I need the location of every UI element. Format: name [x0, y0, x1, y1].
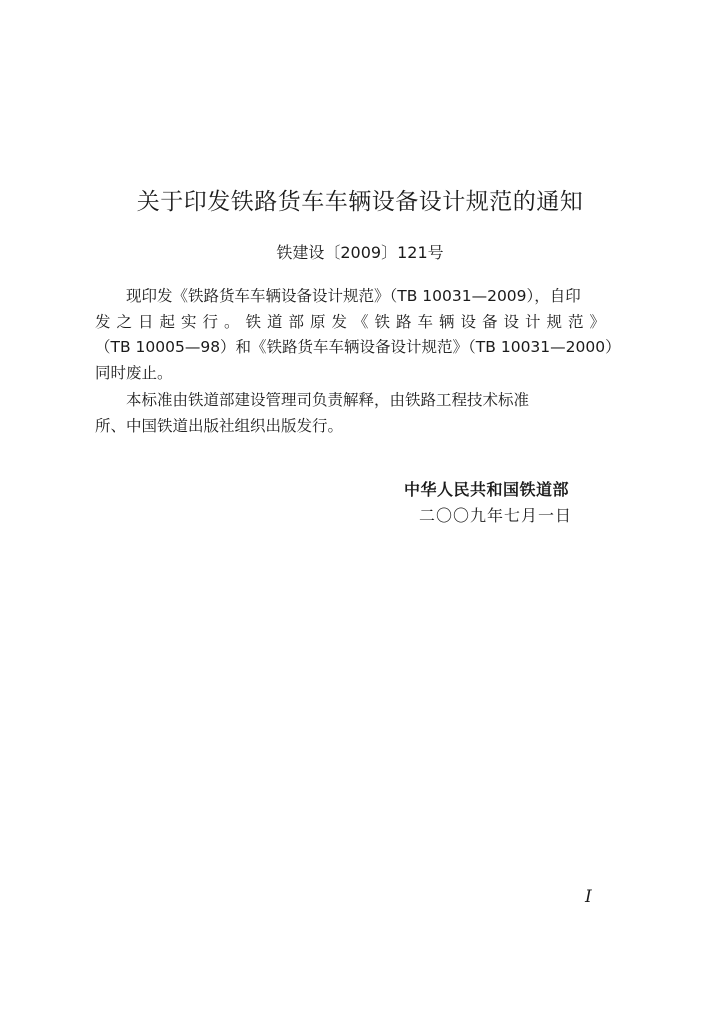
paragraph-1 [95, 284, 621, 386]
issuing-authority: 中华人民共和国铁道部 [403, 480, 569, 499]
paragraph-1-line-4: 同时废止。 [95, 363, 173, 382]
paragraph-1-line-3: （TB 10005—98）和《铁路货车车辆设备设计规范》（TB 10031—2000） [95, 338, 621, 356]
paragraph-1-line-1: 现印发《铁路货车车辆设备设计规范》（TB 10031—2009），自印 [126, 287, 581, 305]
paragraph-2 [95, 388, 605, 439]
issue-date: 二〇〇九年七月一日 [418, 506, 572, 525]
page-number: I [585, 887, 592, 907]
paragraph-2-line-1: 本标准由铁道部建设管理司负责解释，由铁路工程技术标准 [126, 391, 530, 409]
document-number: 铁建设〔2009〕121号 [276, 243, 444, 262]
notice-title: 关于印发铁路货车车辆设备设计规范的通知 [136, 189, 584, 215]
paragraph-2-line-2: 所、中国铁道出版社组织出版发行。 [95, 416, 344, 435]
notice-body [95, 284, 621, 439]
paragraph-1-line-2: 发之日起实行。铁道部原发《铁路车辆设备设计规范》 [95, 312, 605, 331]
